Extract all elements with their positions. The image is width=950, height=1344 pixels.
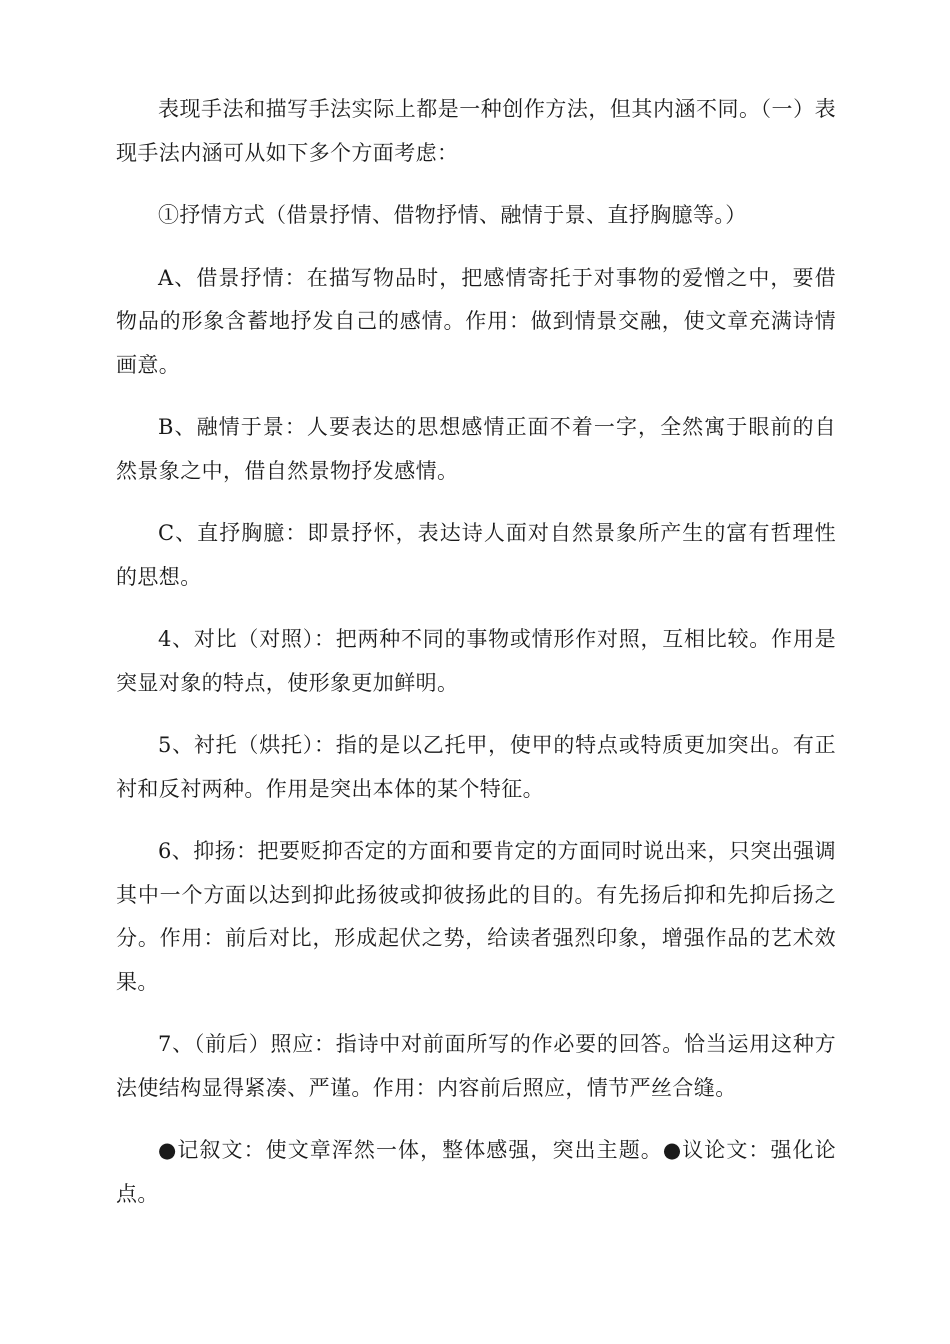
- paragraph-b: B、融情于景：人要表达的思想感情正面不着一字，全然寓于眼前的自然景象之中，借自然景物抒发感情。: [116, 415, 836, 483]
- paragraph-c: C、直抒胸臆：即景抒怀，表达诗人面对自然景象所产生的富有哲理性的思想。: [116, 521, 836, 589]
- paragraph-contrast: 4、对比（对照）：把两种不同的事物或情形作对照，互相比较。作用是突显对象的特点，使形象更加鲜明。: [116, 627, 836, 695]
- paragraph-effects: ●记叙文：使文章浑然一体，整体感强，突出主题。●议论文：强化论点。: [116, 1138, 836, 1206]
- paragraph-foil: 5、衬托（烘托）：指的是以乙托甲，使甲的特点或特质更加突出。有正衬和反衬两种。作用是突出本体的某个特征。: [116, 733, 836, 801]
- paragraph-lyric-methods: ①抒情方式（借景抒情、借物抒情、融情于景、直抒胸臆等。）: [158, 203, 747, 227]
- paragraph-intro: 表现手法和描写手法实际上都是一种创作方法，但其内涵不同。（一）表现手法内涵可从如下多个方面考虑：: [116, 97, 836, 165]
- paragraph-praise-suppress: 6、抑扬：把要贬抑否定的方面和要肯定的方面同时说出来，只突出强调其中一个方面以达到抑此扬彼或抑彼扬此的目的。有先扬后抑和先抑后扬之分。作用：前后对比，形成起伏之势，给读者强烈印象，增强作品的艺术效果。: [116, 839, 836, 994]
- paragraph-a: A、借景抒情：在描写物品时，把感情寄托于对事物的爱憎之中，要借物品的形象含蓄地抒发自己的感情。作用：做到情景交融，使文章充满诗情画意。: [116, 265, 836, 377]
- paragraph-echo: 7、（前后）照应：指诗中对前面所写的作必要的回答。恰当运用这种方法使结构显得紧凑、严谨。作用：内容前后照应，情节严丝合缝。: [116, 1032, 836, 1100]
- document-body: [116, 88, 836, 1235]
